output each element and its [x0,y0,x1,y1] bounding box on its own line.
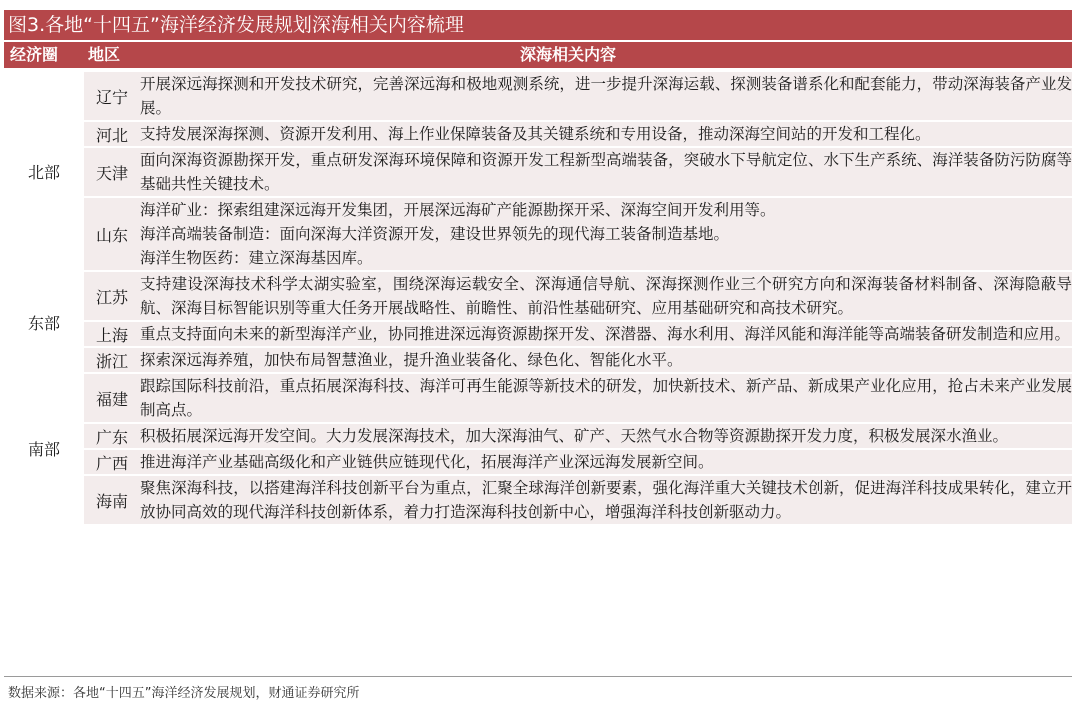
table-row [4,423,1072,449]
region-cell: 福建 [84,373,140,423]
table-row [4,197,1072,271]
table-row [4,321,1072,347]
region-cell: 天津 [84,147,140,197]
table-row [4,475,1072,524]
content-line: 海洋高端装备制造：面向深海大洋资源开发，建设世界领先的现代海工装备制造基地。 [140,225,730,243]
content-cell: 支持发展深海探测、资源开发利用、海上作业保障装备及其关键系统和专用设备，推动深海空间站的开发和工程化。 [140,121,1072,147]
table-row [4,121,1072,147]
circle-cell: 东部 [27,313,60,333]
content-cell: 聚焦深海科技，以搭建海洋科技创新平台为重点，汇聚全球海洋创新要素，强化海洋重大关键技术创新，促进海洋科技成果转化，建立开放协同高效的现代海洋科技创新体系，着力打造深海科技创新中心，增强海洋科技创新驱动力。 [140,475,1072,524]
table-row [4,147,1072,197]
content-cell: 探索深远海养殖，加快布局智慧渔业，提升渔业装备化、绿色化、智能化水平。 [140,347,1072,373]
content-line: 海洋矿业：探索组建深远海开发集团，开展深远海矿产能源勘探开采、深海空间开发利用等。 [140,201,776,219]
table-row [4,347,1072,373]
table-header [4,42,1072,68]
content-cell: 开展深远海探测和开发技术研究，完善深远海和极地观测系统，进一步提升深海运载、探测装备谱系化和配套能力，带动深海装备产业发展。 [140,71,1072,121]
header-content: 深海相关内容 [520,45,617,64]
region-cell: 河北 [84,121,140,147]
circle-cell: 北部 [27,162,60,182]
region-cell: 广西 [84,449,140,475]
content-cell: 支持建设深海技术科学太湖实验室，围绕深海运载安全、深海通信导航、深海探测作业三个研究方向和深海装备材料制备、深海隐蔽导航、深海目标智能识别等重大任务开展战略性、前瞻性、前沿性基础研究、应用基础研究和高技术研究。 [140,271,1072,321]
region-cell: 上海 [84,321,140,347]
header-region: 地区 [88,45,121,64]
source-note: 数据来源：各地“十四五”海洋经济发展规划，财通证券研究所 [8,686,360,701]
region-cell: 辽宁 [84,71,140,121]
region-cell: 广东 [84,423,140,449]
content-cell: 面向深海资源勘探开发，重点研发深海环境保障和资源开发工程新型高端装备，突破水下导航定位、水下生产系统、海洋装备防污防腐等基础共性关键技术。 [140,147,1072,197]
content-cell: 重点支持面向未来的新型海洋产业，协同推进深远海资源勘探开发、深潜器、海水利用、海洋风能和海洋能等高端装备研发制造和应用。 [140,321,1072,347]
circle-cell: 南部 [27,440,60,459]
region-cell: 山东 [84,197,140,271]
table-row [4,71,1072,121]
content-cell: 跟踪国际科技前沿，重点拓展深海科技、海洋可再生能源等新技术的研发，加快新技术、新产品、新成果产业化应用，抢占未来产业发展制高点。 [140,373,1072,423]
table-row [4,449,1072,475]
table-row [4,271,1072,321]
region-cell: 江苏 [84,271,140,321]
content-cell: 推进海洋产业基础高级化和产业链供应链现代化，拓展海洋产业深远海发展新空间。 [140,449,1072,475]
content-line: 海洋生物医药：建立深海基因库。 [140,249,373,267]
header-economic-circle: 经济圈 [10,45,59,64]
region-cell: 海南 [84,475,140,524]
region-cell: 浙江 [84,347,140,373]
content-cell [140,197,1072,271]
table-row [4,373,1072,423]
planning-table [4,70,1072,524]
table-bottom-rule [4,676,1072,677]
content-cell: 积极拓展深远海开发空间。大力发展深海技术，加大深海油气、矿产、天然气水合物等资源勘探开发力度，积极发展深水渔业。 [140,423,1072,449]
figure-title: 图3.各地“十四五”海洋经济发展规划深海相关内容梳理 [4,10,1072,40]
